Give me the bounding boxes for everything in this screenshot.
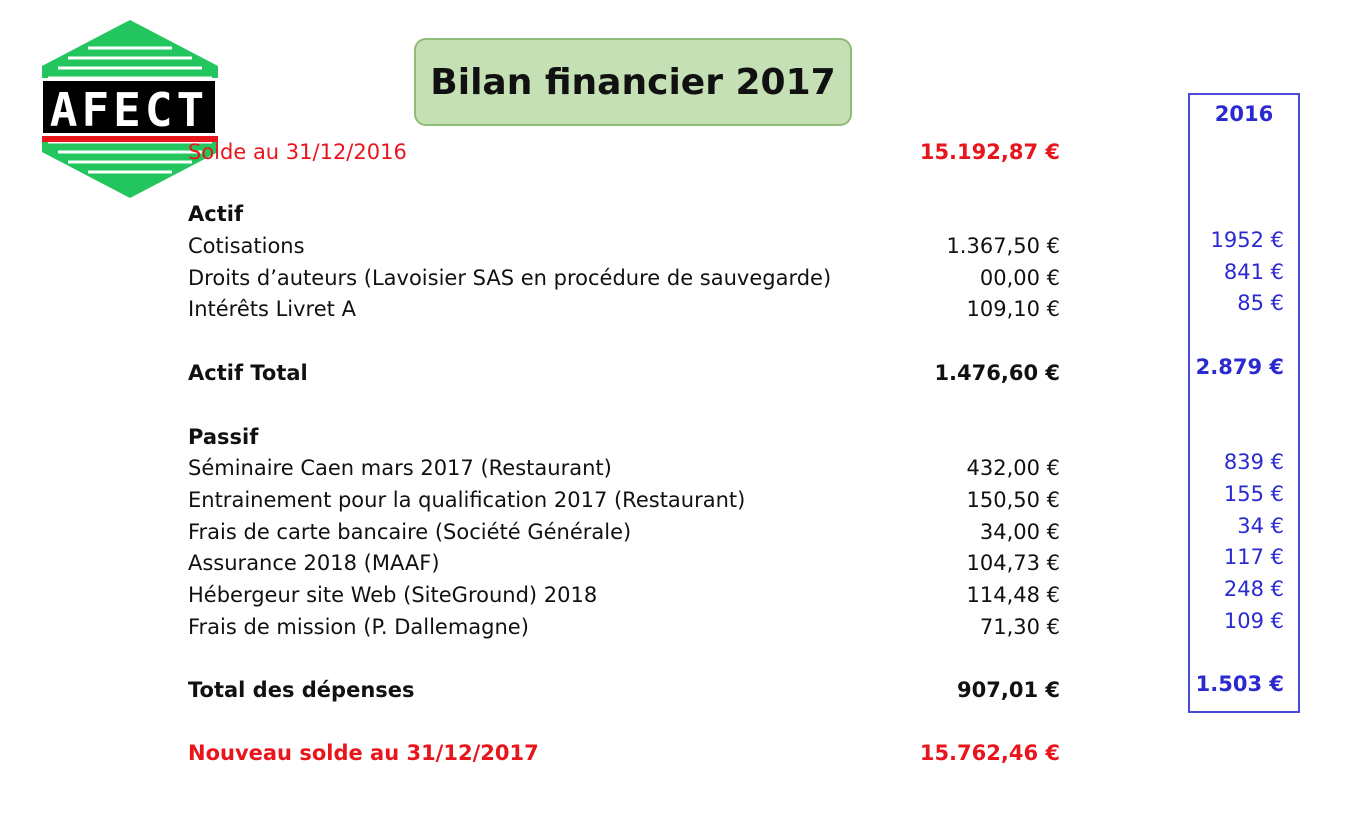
actif-heading: Actif <box>188 202 244 226</box>
item-prev-amount: 34 € <box>1237 514 1284 538</box>
closing-balance-amount: 15.762,46 € <box>919 741 1060 765</box>
page-title: Bilan financier 2017 <box>414 38 852 126</box>
item-prev-amount: 839 € <box>1223 450 1284 474</box>
passif-total-amount: 907,01 € <box>957 678 1060 702</box>
item-amount: 71,30 € <box>979 615 1060 639</box>
table-row <box>0 291 1362 327</box>
table-row <box>0 450 1362 486</box>
item-label: Séminaire Caen mars 2017 (Restaurant) <box>188 456 612 480</box>
table-row <box>0 514 1362 550</box>
opening-balance-row <box>0 140 1362 170</box>
item-label: Frais de carte bancaire (Société Générale) <box>188 520 632 544</box>
item-amount: 104,73 € <box>966 551 1060 575</box>
table-row <box>0 545 1362 581</box>
item-label: Entrainement pour la qualification 2017 (Restaurant) <box>188 488 746 512</box>
actif-total-prev-amount: 2.879 € <box>1195 355 1284 379</box>
table-row <box>0 482 1362 518</box>
opening-balance-amount: 15.192,87 € <box>919 140 1060 164</box>
passif-total-prev-amount: 1.503 € <box>1195 672 1284 696</box>
item-label: Droits d’auteurs (Lavoisier SAS en procédure de sauvegarde) <box>188 266 832 290</box>
actif-total-row <box>0 355 1362 391</box>
actif-total-amount: 1.476,60 € <box>934 361 1060 385</box>
item-label: Frais de mission (P. Dallemagne) <box>188 615 529 639</box>
item-amount: 1.367,50 € <box>946 234 1060 258</box>
opening-balance-label: Solde au 31/12/2016 <box>188 140 407 164</box>
item-label: Cotisations <box>188 234 305 258</box>
previous-year-header: 2016 <box>1214 102 1274 126</box>
item-amount: 432,00 € <box>966 456 1060 480</box>
item-prev-amount: 1952 € <box>1210 228 1284 252</box>
logo-text: AFECT <box>40 78 218 136</box>
item-prev-amount: 117 € <box>1223 545 1284 569</box>
passif-total-label: Total des dépenses <box>188 678 415 702</box>
closing-balance-row <box>0 741 1362 771</box>
item-label: Intérêts Livret A <box>188 297 356 321</box>
actif-total-label: Actif Total <box>188 361 308 385</box>
table-row <box>0 609 1362 645</box>
item-prev-amount: 85 € <box>1237 291 1284 315</box>
item-prev-amount: 109 € <box>1223 609 1284 633</box>
item-amount: 34,00 € <box>979 520 1060 544</box>
table-row <box>0 260 1362 296</box>
passif-total-row <box>0 672 1362 708</box>
closing-balance-label: Nouveau solde au 31/12/2017 <box>188 741 539 765</box>
item-prev-amount: 841 € <box>1223 260 1284 284</box>
item-amount: 150,50 € <box>966 488 1060 512</box>
item-amount: 114,48 € <box>966 583 1060 607</box>
table-row <box>0 577 1362 613</box>
table-row <box>0 228 1362 264</box>
actif-heading-row <box>0 202 1362 232</box>
item-prev-amount: 155 € <box>1223 482 1284 506</box>
item-amount: 00,00 € <box>979 266 1060 290</box>
item-prev-amount: 248 € <box>1223 577 1284 601</box>
item-amount: 109,10 € <box>966 297 1060 321</box>
passif-heading-row <box>0 425 1362 455</box>
item-label: Assurance 2018 (MAAF) <box>188 551 440 575</box>
passif-heading: Passif <box>188 425 259 449</box>
item-label: Hébergeur site Web (SiteGround) 2018 <box>188 583 598 607</box>
